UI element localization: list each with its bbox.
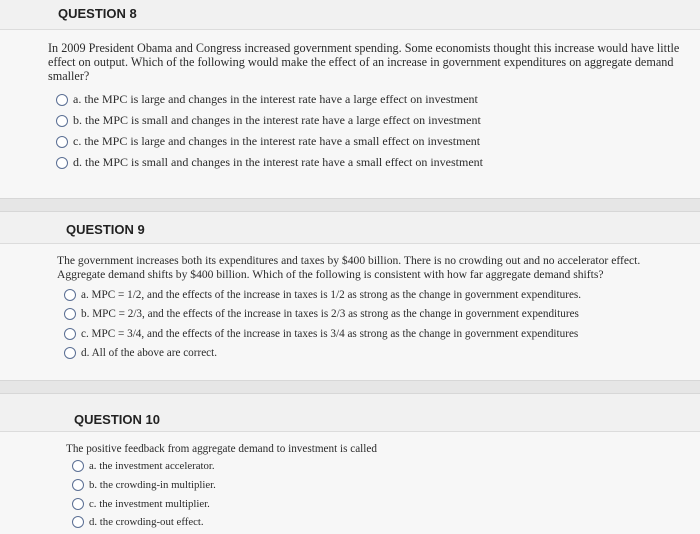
q9-option-d[interactable] [64,347,217,359]
q8-option-a[interactable] [56,92,478,107]
question-8-prompt [48,41,679,83]
question-10-prompt [66,442,377,456]
question-9-header [0,212,700,244]
radio-button[interactable] [64,289,76,301]
prompt-line: The government increases both its expenditures and taxes by $400 billion. There is no crowding out and no accelerator effect. [57,254,641,267]
section-divider [0,380,700,394]
option-label: c. the investment multiplier. [89,498,210,510]
option-label: b. the crowding-in multiplier. [89,479,216,491]
option-label: d. the crowding-out effect. [89,516,204,528]
question-10-header [0,394,700,432]
radio-button[interactable] [64,347,76,359]
option-label: c. the MPC is large and changes in the interest rate have a small effect on investment [73,134,481,148]
prompt-line: Aggregate demand shifts by $400 billion. Which of the following is consistent with how far aggregate demand shifts? [57,268,604,281]
question-9-title: QUESTION 9 [66,222,145,237]
radio-button[interactable] [72,460,84,472]
prompt-line: effect on output. Which of the following would make the effect of an increase in government expenditures on aggregate demand [48,55,674,69]
question-9-body [0,244,700,380]
question-8-title: QUESTION 8 [58,6,137,21]
option-label: a. the MPC is large and changes in the interest rate have a large effect on investment [73,92,478,106]
q9-option-b[interactable] [64,308,579,320]
q8-option-b[interactable] [56,113,481,128]
q9-option-a[interactable] [64,289,581,301]
question-10-title: QUESTION 10 [74,412,160,427]
radio-button[interactable] [56,157,68,169]
q10-option-b[interactable] [72,479,216,491]
radio-button[interactable] [56,115,68,127]
option-label: a. the investment accelerator. [89,460,215,472]
q8-option-d[interactable] [56,155,483,170]
option-label: b. MPC = 2/3, and the effects of the increase in taxes is 2/3 as strong as the change in government expenditures [81,308,579,320]
radio-button[interactable] [72,498,84,510]
radio-button[interactable] [64,328,76,340]
prompt-line: The positive feedback from aggregate demand to investment is called [66,443,377,455]
radio-button[interactable] [72,479,84,491]
q10-option-d[interactable] [72,516,204,528]
q9-option-c[interactable] [64,328,578,340]
option-label: a. MPC = 1/2, and the effects of the increase in taxes is 1/2 as strong as the change in government expenditures. [81,289,582,301]
prompt-line: smaller? [48,69,90,83]
radio-button[interactable] [56,94,68,106]
section-divider [0,198,700,212]
option-label: c. MPC = 3/4, and the effects of the increase in taxes is 3/4 as strong as the change in government expenditures [81,328,579,340]
option-label: d. the MPC is small and changes in the interest rate have a small effect on investment [73,155,484,169]
option-label: b. the MPC is small and changes in the interest rate have a large effect on investment [73,113,481,127]
question-10-body [0,432,700,534]
q8-option-c[interactable] [56,134,480,149]
q10-option-c[interactable] [72,498,210,510]
q10-option-a[interactable] [72,460,215,472]
question-8-header [0,0,700,30]
radio-button[interactable] [72,516,84,528]
radio-button[interactable] [64,308,76,320]
prompt-line: In 2009 President Obama and Congress increased government spending. Some economists thought this increase would have little [48,41,680,55]
question-8-body [0,30,700,198]
question-9-prompt [57,254,640,282]
radio-button[interactable] [56,136,68,148]
option-label: d. All of the above are correct. [81,347,218,359]
